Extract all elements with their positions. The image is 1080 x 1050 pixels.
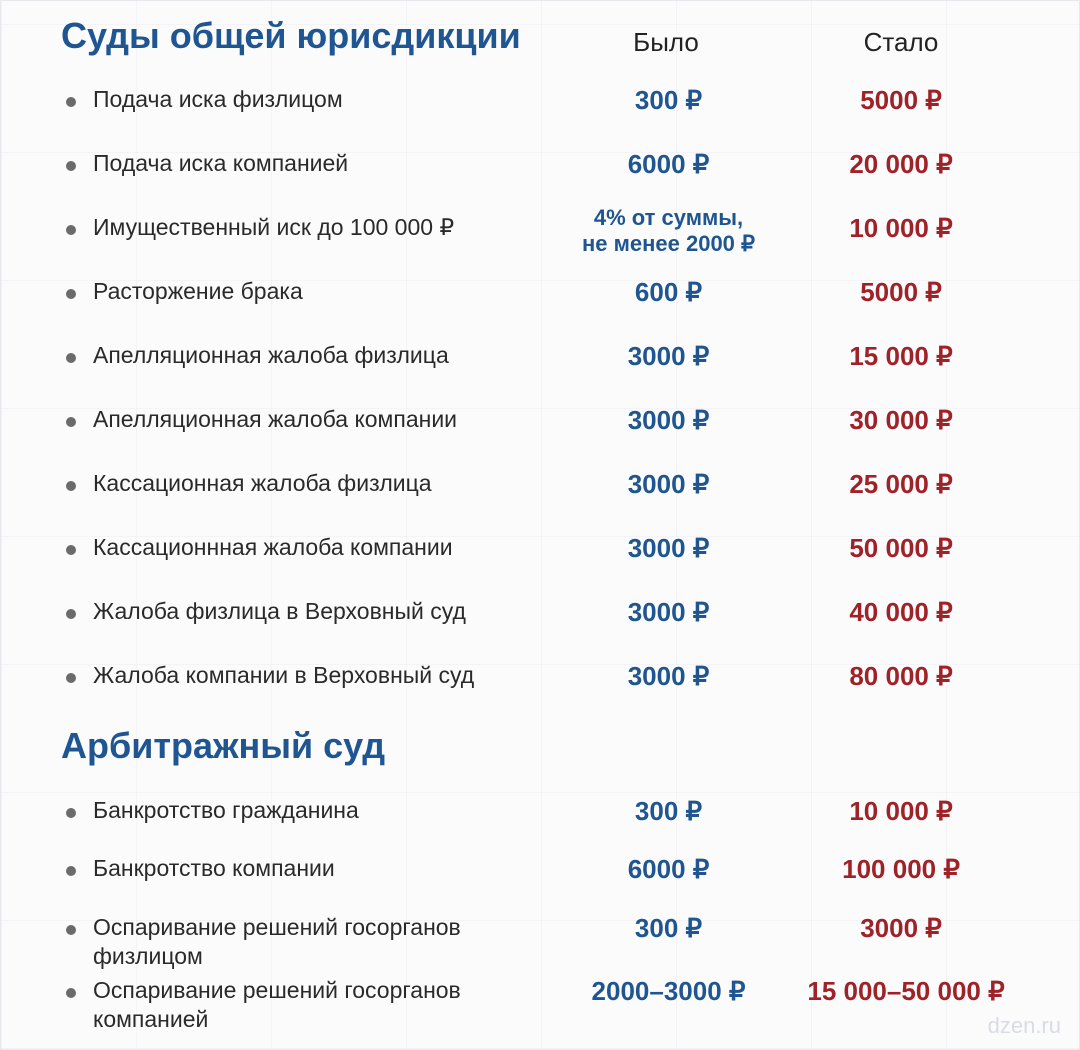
bullet-icon [66,97,76,107]
fee-before: 3000 ₽ [627,405,710,435]
fee-label: Расторжение брака [93,278,303,304]
fee-after: 10 000 ₽ [849,213,953,243]
bullet-icon [66,866,76,876]
fee-before: 300 ₽ [634,796,703,826]
fee-after: 10 000 ₽ [849,796,953,826]
fee-after: 40 000 ₽ [849,597,953,627]
bullet-icon [66,161,76,171]
fee-after: 25 000 ₽ [849,469,953,499]
fee-before: 300 ₽ [634,913,703,943]
fee-label: Жалоба компании в Верховный суд [93,662,475,688]
bullet-icon [66,289,76,299]
column-header-after: Стало [863,27,939,57]
fee-after: 5000 ₽ [860,85,942,115]
fee-label: Имущественный иск до 100 000 ₽ [93,214,455,240]
fee-label: Оспаривание решений госорганов компанией [93,977,461,1032]
fee-after: 100 000 ₽ [842,854,960,884]
bullet-icon [66,353,76,363]
fee-label: Банкротство компании [93,855,335,881]
fee-before: 300 ₽ [634,85,703,115]
fee-label: Банкротство гражданина [93,797,359,823]
fee-before: 3000 ₽ [627,661,710,691]
fee-after: 5000 ₽ [860,277,942,307]
bullet-icon [66,988,76,998]
bullet-icon [66,609,76,619]
section-title-general-courts: Суды общей юрисдикции [61,15,521,56]
section-title-arbitration-court: Арбитражный суд [61,725,386,766]
bullet-icon [66,808,76,818]
fee-after: 30 000 ₽ [849,405,953,435]
bullet-icon [66,925,76,935]
watermark: dzen.ru [987,1013,1061,1038]
fee-label: Подача иска физлицом [93,86,343,112]
fee-before: 3000 ₽ [627,597,710,627]
fee-after: 50 000 ₽ [849,533,953,563]
fee-before: 3000 ₽ [627,341,710,371]
fee-before: 4% от суммы, не менее 2000 ₽ [581,205,756,256]
fee-label: Кассационная жалоба физлица [93,470,432,496]
fee-after: 15 000–50 000 ₽ [807,976,1005,1006]
fee-before: 6000 ₽ [627,854,710,884]
fee-label: Оспаривание решений госорганов физлицом [93,914,461,969]
fee-label: Жалоба физлица в Верховный суд [93,598,466,624]
fee-after: 80 000 ₽ [849,661,953,691]
fee-before: 3000 ₽ [627,533,710,563]
fee-after: 3000 ₽ [860,913,942,943]
fee-before: 6000 ₽ [627,149,710,179]
fee-label: Апелляционная жалоба компании [93,406,458,432]
fee-after: 15 000 ₽ [849,341,953,371]
bullet-icon [66,225,76,235]
bullet-icon [66,545,76,555]
fee-label: Кассационнная жалоба компании [93,534,453,560]
fee-before: 3000 ₽ [627,469,710,499]
fee-label: Подача иска компанией [93,150,349,176]
fee-label: Апелляционная жалоба физлица [93,342,449,368]
fee-after: 20 000 ₽ [849,149,953,179]
bullet-icon [66,417,76,427]
bullet-icon [66,481,76,491]
fee-before: 2000–3000 ₽ [591,976,746,1006]
fee-before: 600 ₽ [634,277,703,307]
column-header-before: Было [633,27,699,57]
bullet-icon [66,673,76,683]
